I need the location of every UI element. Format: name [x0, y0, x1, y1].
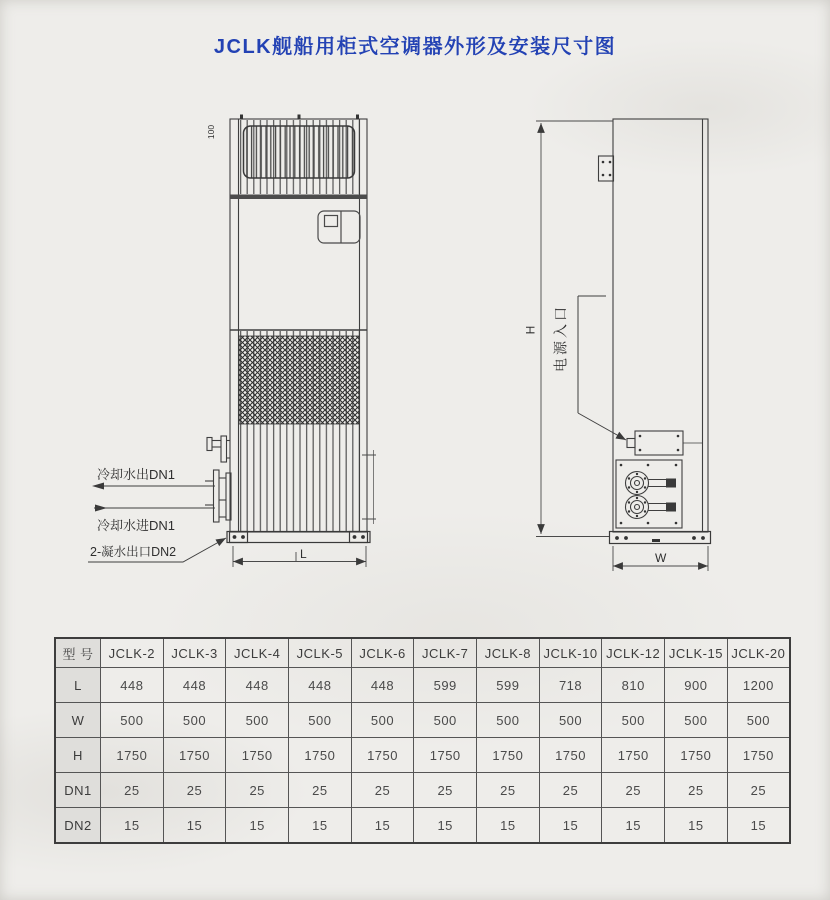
model-column-header: 型 号: [55, 638, 101, 668]
dim-value-cell: 25: [289, 773, 352, 808]
side-base: [610, 532, 711, 544]
table-row: [55, 703, 790, 738]
dim-value-cell: 1750: [414, 738, 477, 773]
dim-value-cell: 500: [539, 703, 602, 738]
power-junction-box: [627, 431, 702, 455]
dim-value-cell: 15: [539, 808, 602, 844]
dim-value-cell: 448: [226, 668, 289, 703]
model-header-cell: JCLK-12: [602, 638, 665, 668]
right-edge-ticks: [362, 450, 376, 524]
dim-value-cell: 500: [101, 703, 164, 738]
dim-value-cell: 15: [351, 808, 414, 844]
side-view-drawing: [524, 119, 711, 571]
model-header-cell: JCLK-4: [226, 638, 289, 668]
table-row: [55, 668, 790, 703]
dim-value-cell: 500: [414, 703, 477, 738]
power-inlet-leader: [578, 296, 626, 440]
dim-value-cell: 1750: [101, 738, 164, 773]
dim-value-cell: 500: [727, 703, 790, 738]
dim-value-cell: 15: [101, 808, 164, 844]
grille-divider-band: [230, 195, 367, 200]
front-view-drawing: [88, 115, 376, 568]
dim-value-cell: 1750: [477, 738, 540, 773]
cooling-water-out-label: 冷却水出DN1: [97, 467, 176, 482]
dim-value-cell: 500: [477, 703, 540, 738]
dim-value-cell: 25: [163, 773, 226, 808]
dim-value-cell: 1750: [539, 738, 602, 773]
dim-value-cell: 25: [665, 773, 728, 808]
dim-value-cell: 15: [665, 808, 728, 844]
dim-value-cell: 25: [602, 773, 665, 808]
dim-value-cell: 1750: [665, 738, 728, 773]
dim-value-cell: 15: [163, 808, 226, 844]
dim-value-cell: 1750: [226, 738, 289, 773]
dim-value-cell: 448: [289, 668, 352, 703]
side-outline: [613, 119, 708, 532]
front-base-feet: [227, 532, 370, 543]
table-header: [55, 638, 790, 668]
dim-value-cell: 599: [414, 668, 477, 703]
dim-value-cell: 810: [602, 668, 665, 703]
dim-value-cell: 25: [477, 773, 540, 808]
model-header-cell: JCLK-3: [163, 638, 226, 668]
table-row: [55, 738, 790, 773]
model-header-cell: JCLK-2: [101, 638, 164, 668]
model-header-cell: JCLK-5: [289, 638, 352, 668]
dim-value-cell: 1750: [602, 738, 665, 773]
cooling-water-in-label: 冷却水进DN1: [97, 518, 176, 533]
dim-value-cell: 500: [289, 703, 352, 738]
row-label-cell: DN1: [55, 773, 101, 808]
dim-value-cell: 15: [414, 808, 477, 844]
dim-value-cell: 500: [351, 703, 414, 738]
dim-W-label: W: [655, 551, 667, 565]
flange-connector-upper: [626, 472, 677, 495]
dim-value-cell: 15: [727, 808, 790, 844]
dim-value-cell: 448: [163, 668, 226, 703]
model-header-cell: JCLK-8: [477, 638, 540, 668]
row-label-cell: H: [55, 738, 101, 773]
dim-value-cell: 500: [226, 703, 289, 738]
dim-value-cell: 718: [539, 668, 602, 703]
dim-value-cell: 25: [226, 773, 289, 808]
table-row: [55, 773, 790, 808]
air-inlet-mesh: [239, 336, 359, 424]
dim-value-cell: 25: [414, 773, 477, 808]
row-label-cell: W: [55, 703, 101, 738]
top-terminal-box: [599, 156, 614, 181]
flange-connector-lower: [626, 496, 677, 519]
page-title: JCLK舰船用柜式空调器外形及安装尺寸图: [213, 36, 617, 58]
dim-value-cell: 448: [351, 668, 414, 703]
dim-value-cell: 900: [665, 668, 728, 703]
condensate-outlet-label: 2-凝水出口DN2: [90, 545, 177, 559]
control-box: [318, 211, 360, 243]
dim-value-cell: 15: [477, 808, 540, 844]
table-row: [55, 808, 790, 844]
dim-H: [536, 121, 613, 537]
dim-value-cell: 599: [477, 668, 540, 703]
model-header-row: [55, 638, 790, 668]
row-label-cell: L: [55, 668, 101, 703]
dim-value-cell: 15: [602, 808, 665, 844]
flow-out-arrow: [92, 483, 104, 490]
dim-value-cell: 500: [163, 703, 226, 738]
row-label-cell: DN2: [55, 808, 101, 844]
model-header-cell: JCLK-10: [539, 638, 602, 668]
model-header-cell: JCLK-6: [351, 638, 414, 668]
dim-value-cell: 25: [539, 773, 602, 808]
top-grille-frame: [244, 126, 355, 178]
dim-value-cell: 1750: [163, 738, 226, 773]
dim-value-cell: 1750: [351, 738, 414, 773]
dim-value-cell: 1200: [727, 668, 790, 703]
dim-value-cell: 25: [101, 773, 164, 808]
dim-value-cell: 1750: [289, 738, 352, 773]
dim-value-cell: 15: [226, 808, 289, 844]
power-inlet-label: 电源入口: [552, 304, 569, 372]
dim-value-cell: 25: [351, 773, 414, 808]
dim-H-label: H: [523, 325, 538, 335]
dim-value-cell: 500: [665, 703, 728, 738]
top-dim-note: 100: [206, 124, 216, 140]
dim-value-cell: 15: [289, 808, 352, 844]
water-pipe-connections: [205, 436, 231, 522]
model-header-cell: JCLK-7: [414, 638, 477, 668]
dim-value-cell: 448: [101, 668, 164, 703]
model-header-cell: JCLK-15: [665, 638, 728, 668]
dimension-table: [54, 637, 791, 844]
flow-in-arrow: [95, 505, 107, 512]
dim-value-cell: 500: [602, 703, 665, 738]
pipe-access-panel: [616, 460, 682, 528]
table-body: [55, 668, 790, 844]
model-header-cell: JCLK-20: [727, 638, 790, 668]
dim-value-cell: 1750: [727, 738, 790, 773]
dim-L-label: L: [300, 547, 307, 561]
dim-value-cell: 25: [727, 773, 790, 808]
